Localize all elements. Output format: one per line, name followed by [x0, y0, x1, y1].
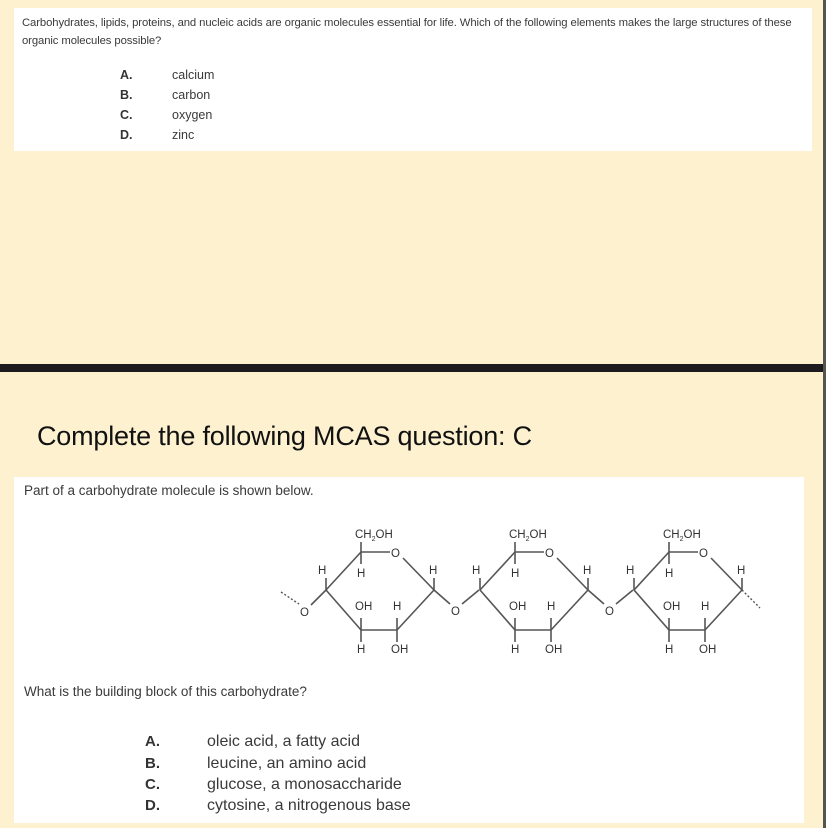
svg-text:OH: OH [545, 644, 563, 656]
bridge-oxygen-2: O [605, 606, 614, 618]
chain-continuation-left [281, 592, 299, 604]
svg-text:O: O [545, 548, 554, 560]
option-text: zinc [172, 128, 195, 142]
svg-text:H: H [393, 601, 402, 613]
svg-text:H: H [511, 644, 520, 656]
question-2-prompt: What is the building block of this carbohydrate? [24, 684, 307, 699]
svg-text:OH: OH [663, 601, 681, 613]
svg-text:CH2OH: $CH_2OH$ [355, 529, 393, 543]
svg-text:CH2OH: $CH_2OH$ [663, 529, 701, 543]
option-text: leucine, an amino acid [207, 755, 367, 772]
option-letter: D. [145, 797, 160, 814]
option-letter: C. [145, 776, 160, 793]
svg-text:H: H [626, 565, 635, 577]
svg-text:OH: OH [355, 601, 373, 613]
svg-text:H: H [665, 644, 674, 656]
option-text: cytosine, a nitrogenous base [207, 797, 411, 814]
option-text: calcium [172, 68, 215, 82]
option-text: carbon [172, 88, 211, 102]
question-2-card [14, 477, 804, 823]
svg-text:H: H [737, 565, 746, 577]
bridge-oxygen-left: O [300, 607, 309, 619]
svg-text:H: H [357, 644, 366, 656]
option-text: oleic acid, a fatty acid [207, 733, 360, 750]
section-divider [0, 364, 823, 372]
question-2-intro: Part of a carbohydrate molecule is shown below. [24, 483, 314, 498]
svg-text:H: H [511, 568, 520, 580]
option-letter: B. [145, 755, 160, 772]
svg-text:H: H [547, 601, 556, 613]
question-1-card [14, 8, 812, 151]
svg-text:H: H [701, 601, 710, 613]
svg-text:H: H [583, 565, 592, 577]
svg-text:OH: OH [391, 644, 409, 656]
svg-text:H: H [318, 565, 327, 577]
bridge-oxygen-1: O [451, 606, 460, 618]
glucose-ring-1 [311, 529, 450, 656]
carbohydrate-molecule-diagram [14, 477, 804, 823]
question-1-stem: Carbohydrates, lipids, proteins, and nucleic acids are organic molecules essential for life. Which of the following elements makes the large structures of these organic molecules possible? [22, 17, 792, 47]
section-heading: Complete the following MCAS question: C [37, 421, 532, 451]
svg-text:O: O [699, 548, 708, 560]
svg-text:O: O [391, 548, 400, 560]
svg-text:CH2OH: $CH_2OH$ [509, 529, 547, 543]
option-letter: C. [120, 108, 133, 122]
glucose-ring-3 [626, 529, 760, 656]
option-letter: B. [120, 88, 133, 102]
svg-text:OH: OH [509, 601, 527, 613]
option-letter: A. [120, 68, 133, 82]
option-text: oxygen [172, 108, 213, 122]
svg-text:OH: OH [699, 644, 717, 656]
glucose-ring-2 [472, 529, 604, 656]
svg-text:H: H [665, 568, 674, 580]
option-text: glucose, a monosaccharide [207, 776, 402, 793]
svg-text:H: H [429, 565, 438, 577]
svg-text:H: H [357, 568, 366, 580]
option-letter: D. [120, 128, 133, 142]
svg-text:H: H [472, 565, 481, 577]
option-letter: A. [145, 733, 160, 750]
